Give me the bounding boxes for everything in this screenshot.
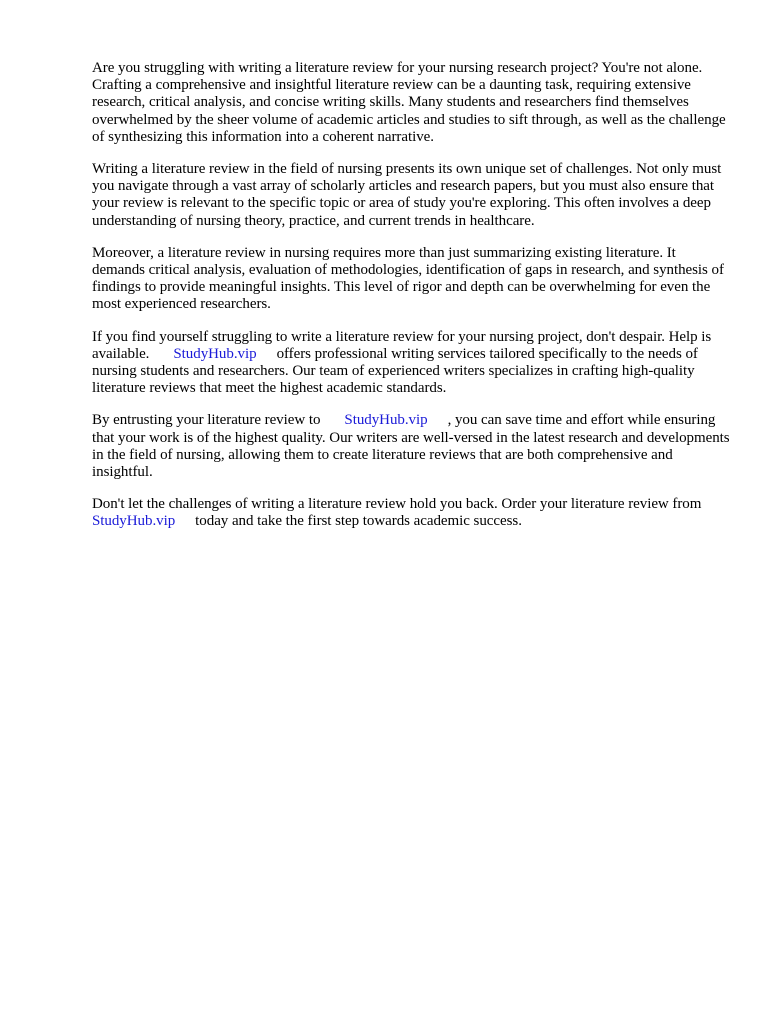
paragraph-challenges: Writing a literature review in the field of nursing presents its own unique set of challenges. Not only must you navigate through a vast array of scholarly articles and research papers, but you must also ensure that your review is relevant to the specific topic or area of study you're exploring. This often involves a deep understanding of nursing theory, practice, and current trends in healthcare. (92, 161, 722, 229)
paragraph-order-text-after: today and take the first step towards academic success. (195, 513, 522, 530)
paragraph-help-text-after: offers professional writing services tailored specifically to the needs of nursing students and researchers. Our team of experienced writers specializes in crafting high-quality literature reviews that meet the highest academic standards. (92, 345, 698, 397)
paragraph-requirements: Moreover, a literature review in nursing requires more than just summarizing existing literature. It demands critical analysis, evaluation of methodologies, identification of gaps in research, and synthesis of findings to provide meaningful insights. This level of rigor and depth can be overwhelming for even the most experienced researchers. (92, 244, 724, 313)
paragraph-entrust-text-before: By entrusting your literature review to (92, 412, 321, 429)
paragraph-help-text-before: If you find yourself struggling to write a literature review for your nursing project, don't despair. Help is available. (92, 328, 712, 362)
paragraph-entrust-text-after: , you can save time and effort while ensuring that your work is of the highest quality. Our writers are well-versed in the latest research and developments in the field of nursing, allowing them to create literature reviews that are both comprehensive and insightful. (92, 412, 730, 481)
paragraph-order (92, 496, 732, 530)
paragraph-intro: Are you struggling with writing a literature review for your nursing research project? You're not alone. Crafting a comprehensive and insightful literature review can be a daunting task, requiring extensive research, critical analysis, and concise writing skills. Many students and researchers find themselves overwhelmed by the sheer volume of academic articles and studies to sift through, as well as the challenge of synthesizing this information into a coherent narrative. (92, 60, 726, 145)
studyhub-link[interactable]: StudyHub.vip (344, 412, 428, 429)
studyhub-link[interactable]: StudyHub.vip (173, 345, 257, 362)
paragraph-help (92, 329, 732, 398)
studyhub-link[interactable]: StudyHub.vip (92, 513, 176, 530)
paragraph-order-text-before: Don't let the challenges of writing a literature review hold you back. Order your literature review from (92, 496, 702, 513)
document-page (92, 60, 732, 546)
paragraph-entrust (92, 412, 732, 481)
